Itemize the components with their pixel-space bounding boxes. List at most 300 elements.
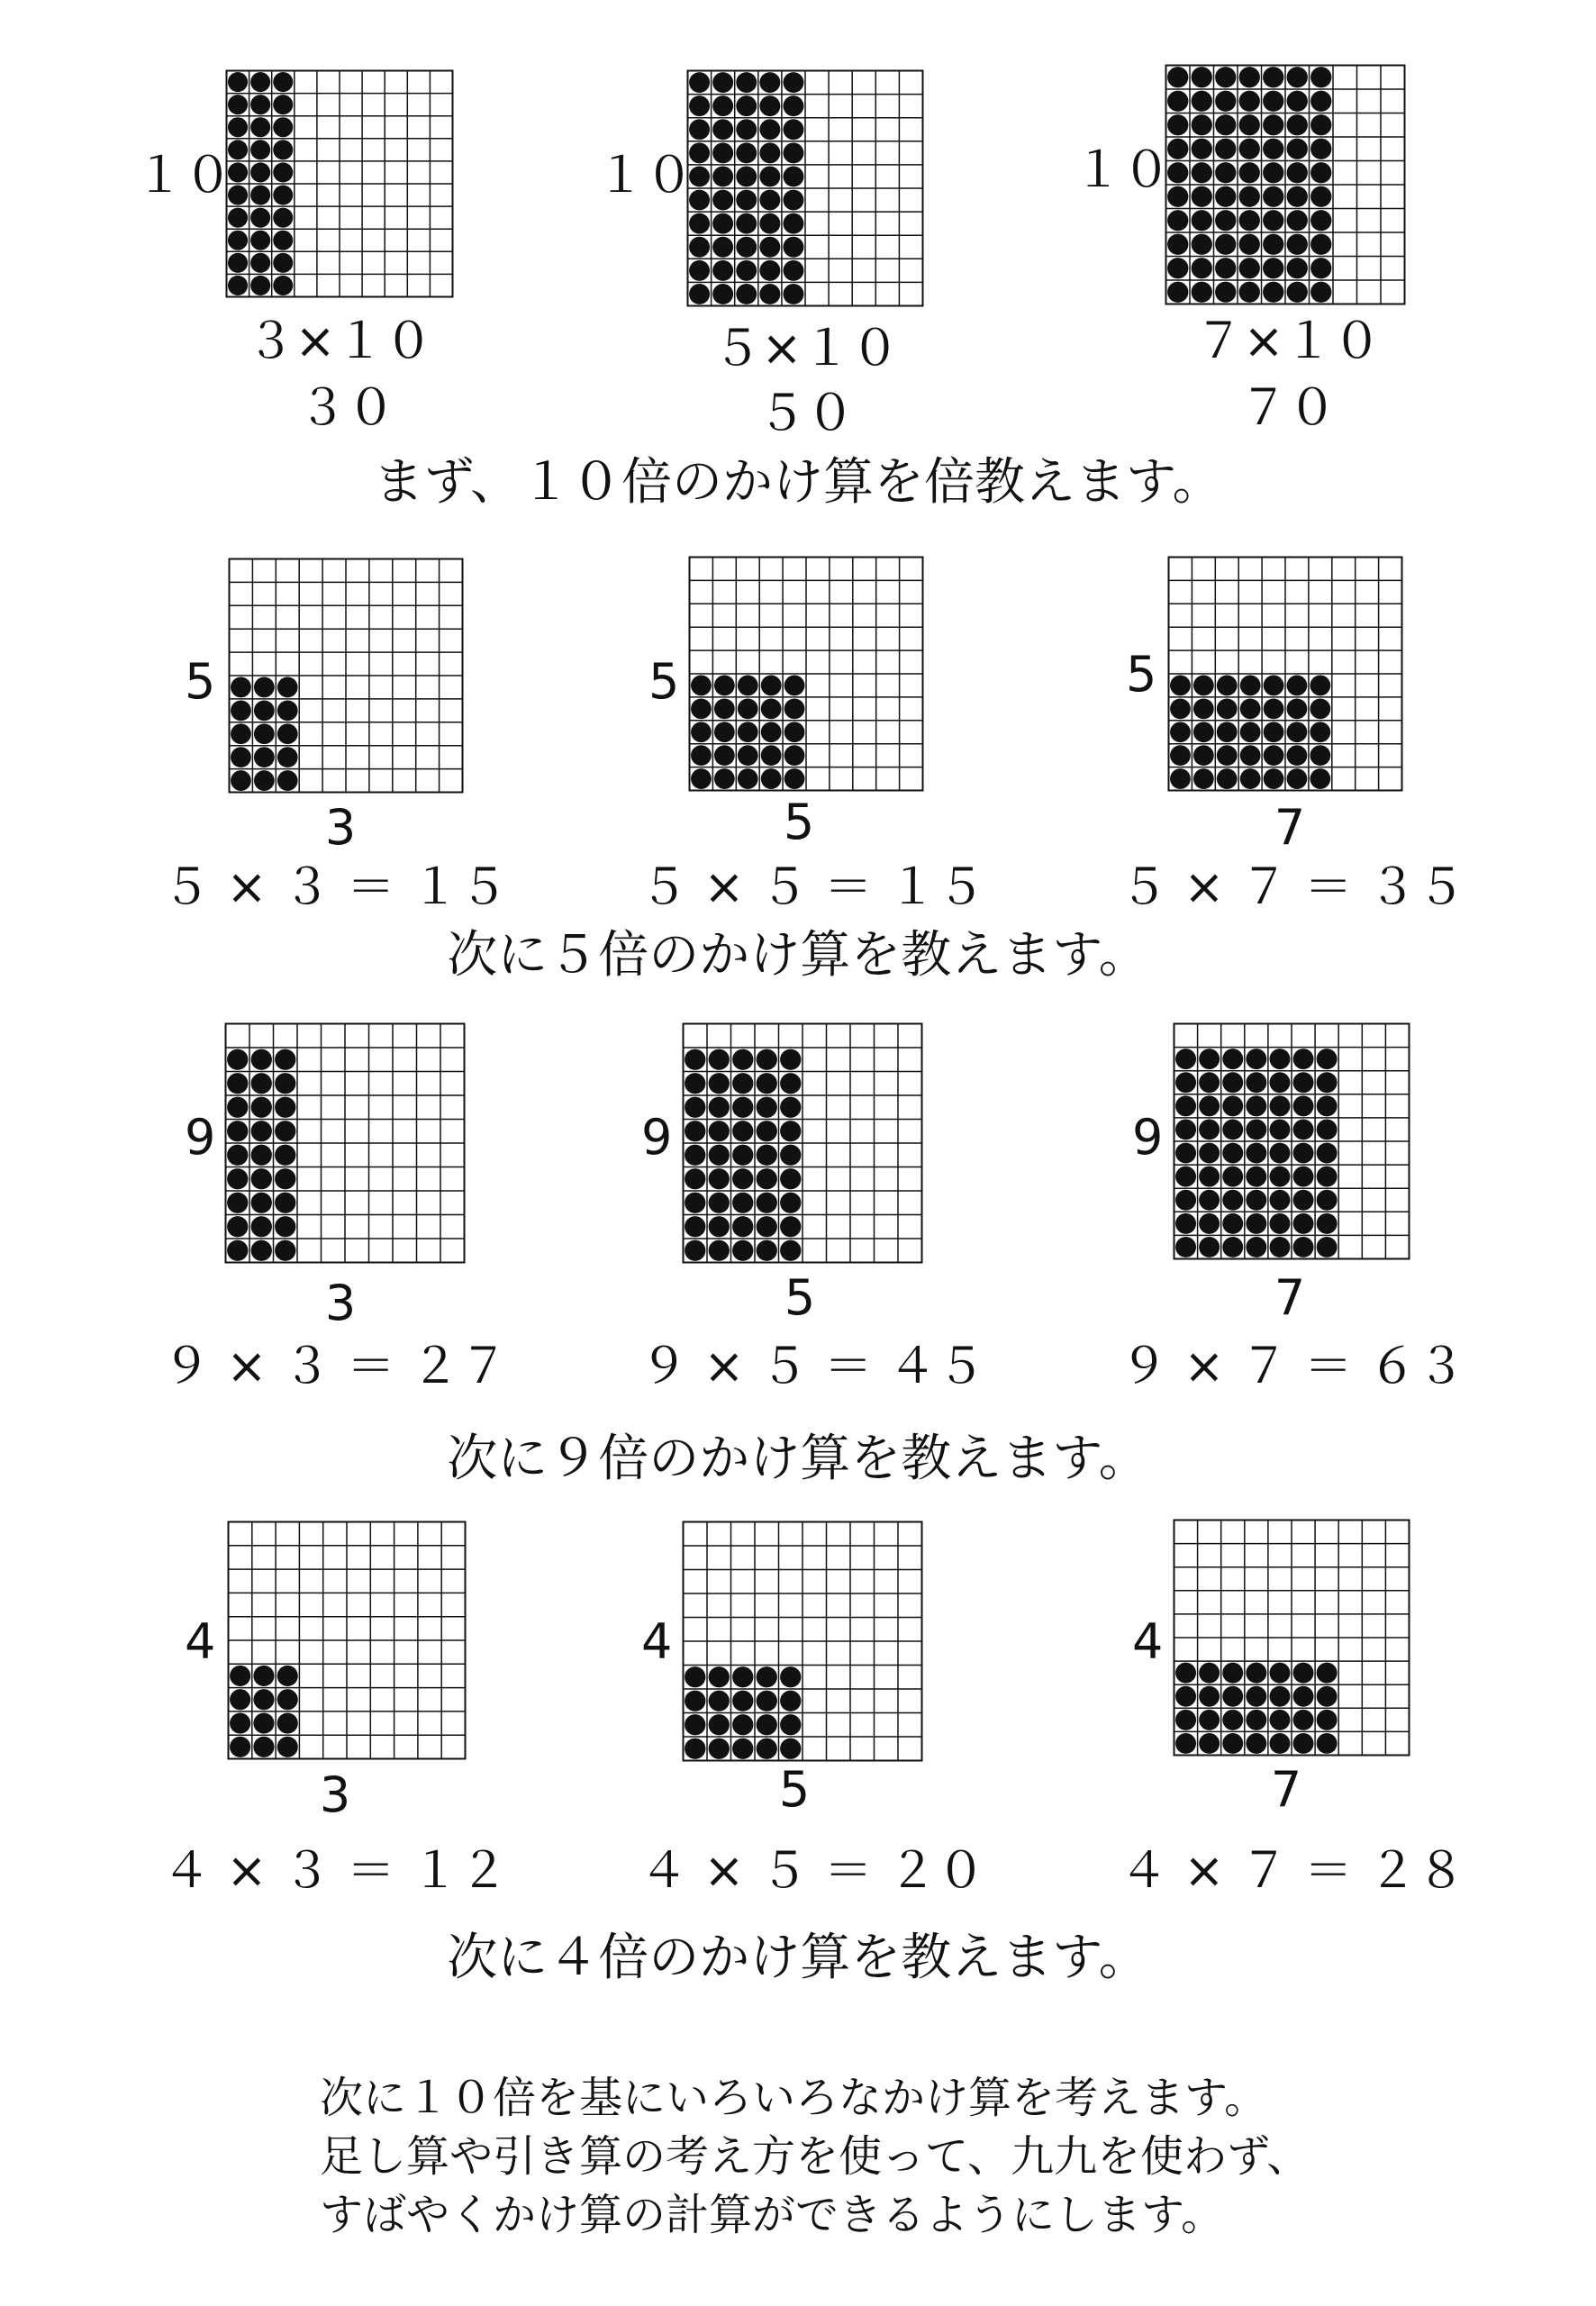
dot [714, 676, 735, 696]
dot [757, 1073, 777, 1094]
dot [1246, 1213, 1266, 1234]
result-label: ３０ [298, 379, 395, 436]
dot [757, 1193, 777, 1213]
dot [1215, 67, 1236, 87]
dot [251, 1049, 272, 1070]
dot-grid [682, 1022, 923, 1264]
dot [273, 231, 293, 250]
dot [273, 117, 293, 137]
dot [1287, 258, 1308, 278]
dot [1192, 162, 1212, 183]
dot [277, 700, 298, 721]
dot [1175, 1072, 1196, 1093]
dot [1287, 210, 1308, 231]
dot [1240, 722, 1261, 742]
dot [1263, 162, 1283, 183]
dot [1293, 1213, 1314, 1234]
result-label: ４ × ３ ＝ １２ [162, 1842, 508, 1899]
dot [759, 166, 780, 186]
dot [1240, 768, 1261, 789]
dot [1269, 1167, 1290, 1187]
section-caption: 次に９倍のかけ算を教えます。 [447, 1430, 1149, 1488]
dot [685, 1121, 705, 1141]
dot [780, 1049, 801, 1070]
dot [277, 1712, 298, 1733]
dot [1239, 186, 1260, 207]
dot [691, 768, 712, 789]
dot [231, 677, 251, 698]
dot [685, 1073, 705, 1094]
dot [273, 72, 293, 92]
dot [714, 722, 735, 742]
dot [1269, 1143, 1290, 1164]
dot [1293, 1663, 1314, 1684]
dot [1199, 1167, 1220, 1187]
dot [251, 1145, 272, 1166]
dot [1269, 1072, 1290, 1093]
dot [1317, 1213, 1338, 1234]
dot [1239, 258, 1260, 278]
dot [230, 1712, 250, 1733]
dot [759, 119, 780, 140]
dot [1269, 1049, 1290, 1069]
dot [250, 95, 270, 114]
dot [228, 208, 248, 228]
bottom-label: 5 [778, 1761, 811, 1818]
dot [759, 260, 780, 281]
bottom-label: ５×１０ [712, 320, 900, 377]
dot [1222, 1143, 1243, 1164]
dot [251, 1240, 272, 1261]
dot [783, 142, 803, 163]
dot [761, 745, 782, 766]
dot [254, 723, 275, 744]
dot [1310, 210, 1331, 231]
dot [250, 117, 270, 137]
side-label: 5 [1126, 646, 1157, 703]
dot [1310, 282, 1331, 303]
dot [1170, 768, 1191, 789]
dot [253, 1666, 274, 1686]
dot [228, 117, 248, 137]
dot [273, 162, 293, 182]
dot [736, 284, 757, 304]
side-label: １０ [135, 147, 232, 204]
dot [228, 276, 248, 295]
dot [685, 1145, 705, 1166]
dot [714, 745, 735, 766]
result-label: ５０ [757, 385, 855, 441]
dot [738, 722, 758, 742]
dot [1293, 1710, 1314, 1730]
dot [780, 1714, 801, 1735]
dot [1293, 1686, 1314, 1707]
dot [784, 745, 805, 766]
dot [1222, 1049, 1243, 1069]
dot [228, 231, 248, 250]
dot [1310, 186, 1331, 207]
dot [1246, 1095, 1266, 1116]
side-label: 4 [185, 1613, 216, 1670]
dot [685, 1691, 705, 1711]
dot [230, 1666, 250, 1686]
dot [250, 140, 270, 159]
dot [689, 284, 710, 304]
dot [783, 237, 803, 258]
dot [1269, 1190, 1290, 1211]
dot [780, 1193, 801, 1213]
dot [712, 166, 733, 186]
dot [1264, 698, 1284, 719]
dot [1246, 1143, 1266, 1164]
dot [1293, 1119, 1314, 1139]
dot [783, 95, 803, 116]
dot [709, 1145, 730, 1166]
dot [1193, 745, 1214, 766]
dot [254, 677, 275, 698]
dot [1246, 1663, 1266, 1684]
dot [251, 1193, 272, 1213]
dot [738, 768, 758, 789]
dot [227, 1193, 248, 1213]
dot [1317, 1190, 1338, 1211]
dot [275, 1121, 295, 1141]
dot [1317, 1119, 1338, 1139]
dot [757, 1168, 777, 1189]
dot [250, 208, 270, 228]
dot [709, 1121, 730, 1141]
result-label: ９ × ７ ＝ ６３ [1120, 1338, 1465, 1394]
dot [1293, 1167, 1314, 1187]
dot [273, 140, 293, 159]
dot [712, 284, 733, 304]
dot [1246, 1072, 1266, 1093]
dot [1317, 1237, 1338, 1257]
dot [759, 95, 780, 116]
dot [1199, 1237, 1220, 1257]
dot [1240, 698, 1261, 719]
dot [1192, 210, 1212, 231]
dot [277, 747, 298, 767]
dot [1310, 234, 1331, 255]
dot [275, 1049, 295, 1070]
dot [780, 1145, 801, 1166]
dot [1215, 282, 1236, 303]
dot [251, 1073, 272, 1094]
dot [1246, 1049, 1266, 1069]
dot [1192, 234, 1212, 255]
dot [780, 1691, 801, 1711]
dot [780, 1240, 801, 1261]
dot [1175, 1213, 1196, 1234]
bottom-label: 7 [1274, 799, 1306, 856]
dot [227, 1145, 248, 1166]
dot [1199, 1686, 1220, 1707]
dot [1293, 1072, 1314, 1093]
dot [709, 1193, 730, 1213]
result-label: ５ × ３ ＝ １５ [162, 858, 508, 915]
dot [1175, 1167, 1196, 1187]
dot [231, 770, 251, 791]
dot [1263, 67, 1283, 87]
dot [1192, 91, 1212, 112]
dot [709, 1216, 730, 1237]
dot [685, 1049, 705, 1070]
dot [275, 1216, 295, 1237]
result-label: ９ × ５ ＝ ４５ [639, 1338, 985, 1394]
dot [685, 1097, 705, 1118]
dot [1317, 1733, 1338, 1754]
dot [1317, 1710, 1338, 1730]
dot [757, 1049, 777, 1070]
dot [1193, 698, 1214, 719]
dot [709, 1049, 730, 1070]
dot [1310, 676, 1330, 696]
dot [1310, 768, 1330, 789]
dot-grid [227, 1521, 467, 1760]
dot [275, 1168, 295, 1189]
dot [1222, 1190, 1243, 1211]
dot [1167, 258, 1188, 278]
dot [732, 1168, 753, 1189]
dot [732, 1666, 753, 1687]
dot [732, 1073, 753, 1094]
dot [714, 698, 735, 719]
dot-grid [686, 69, 924, 307]
bottom-label: 3 [324, 1275, 357, 1331]
dot [732, 1240, 753, 1261]
dot [709, 1691, 730, 1711]
closing-line: 次に１０倍を基にいろいろなかけ算を考えます。 [320, 2073, 1268, 2123]
dot-grid [1167, 556, 1403, 792]
dot [1175, 1119, 1196, 1139]
dot [227, 1121, 248, 1141]
dot [709, 1739, 730, 1759]
bottom-label: 3 [319, 1766, 351, 1823]
dot [757, 1240, 777, 1261]
dot [1310, 722, 1330, 742]
dot [732, 1121, 753, 1141]
dot [1263, 114, 1283, 135]
dot [732, 1193, 753, 1213]
dot [227, 1240, 248, 1261]
dot [1293, 1143, 1314, 1164]
side-label: 4 [641, 1613, 673, 1670]
dot [1167, 114, 1188, 135]
dot [1222, 1095, 1243, 1116]
dot-grid [1173, 1519, 1410, 1757]
dot [1263, 234, 1283, 255]
result-label: ７０ [1239, 379, 1337, 436]
dot [1167, 67, 1188, 87]
dot [1222, 1213, 1243, 1234]
dot [251, 1097, 272, 1118]
dot [1269, 1733, 1290, 1754]
dot [1217, 676, 1238, 696]
dot [1287, 139, 1308, 159]
dot [1199, 1213, 1220, 1234]
side-label: １０ [1074, 141, 1171, 198]
dot [1310, 67, 1331, 87]
dot [709, 1168, 730, 1189]
dot [738, 676, 758, 696]
dot [691, 676, 712, 696]
dot [1317, 1095, 1338, 1116]
dot [780, 1168, 801, 1189]
dot [1167, 91, 1188, 112]
dot [275, 1073, 295, 1094]
dot [736, 213, 757, 234]
dot [732, 1714, 753, 1735]
dot [732, 1216, 753, 1237]
dot [254, 700, 275, 721]
dot [691, 745, 712, 766]
dot [780, 1739, 801, 1759]
dot [1170, 745, 1191, 766]
dot [759, 284, 780, 304]
dot [1222, 1072, 1243, 1093]
side-label: 9 [1132, 1109, 1164, 1166]
dot [1246, 1119, 1266, 1139]
dot [1246, 1686, 1266, 1707]
dot [1287, 722, 1308, 742]
dot [732, 1049, 753, 1070]
dot [1199, 1119, 1220, 1139]
dot [277, 677, 298, 698]
dot [1293, 1049, 1314, 1069]
dot [685, 1193, 705, 1213]
dot [780, 1073, 801, 1094]
dot [736, 260, 757, 281]
dot [736, 166, 757, 186]
dot [712, 260, 733, 281]
dot [1263, 210, 1283, 231]
dot [712, 142, 733, 163]
dot [1310, 745, 1330, 766]
dot [712, 190, 733, 211]
dot [253, 1689, 274, 1710]
dot [1175, 1733, 1196, 1754]
dot [1215, 186, 1236, 207]
dot [1287, 282, 1308, 303]
dot [250, 72, 270, 92]
dot [1310, 91, 1331, 112]
dot [1240, 745, 1261, 766]
dot [1317, 1167, 1338, 1187]
dot [1269, 1710, 1290, 1730]
dot [230, 1689, 250, 1710]
dot [1215, 114, 1236, 135]
dot [1222, 1710, 1243, 1730]
dot [712, 119, 733, 140]
dot [757, 1145, 777, 1166]
dot [1192, 258, 1212, 278]
dot [1192, 114, 1212, 135]
dot [761, 698, 782, 719]
dot [277, 1737, 298, 1757]
dot [1246, 1237, 1266, 1257]
bottom-label: ７×１０ [1194, 313, 1382, 369]
bottom-label: 5 [784, 1269, 816, 1326]
dot [783, 213, 803, 234]
dot [251, 1216, 272, 1237]
dot-grid [688, 556, 924, 792]
dot [1222, 1119, 1243, 1139]
dot [1293, 1733, 1314, 1754]
dot [1239, 282, 1260, 303]
dot [736, 237, 757, 258]
dot [251, 1168, 272, 1189]
dot [783, 190, 803, 211]
dot [709, 1240, 730, 1261]
dot [1217, 722, 1238, 742]
dot [273, 276, 293, 295]
dot [1293, 1190, 1314, 1211]
dot [1199, 1049, 1220, 1069]
dot [732, 1691, 753, 1711]
dot [685, 1666, 705, 1687]
dot [689, 72, 710, 93]
dot [253, 1712, 274, 1733]
result-label: ４ × ７ ＝ ２８ [1120, 1842, 1465, 1899]
dot [250, 186, 270, 205]
dot [275, 1145, 295, 1166]
dot [228, 95, 248, 114]
dot-grid [224, 1022, 466, 1264]
dot [1192, 67, 1212, 87]
dot [784, 698, 805, 719]
dot [273, 253, 293, 273]
dot [1287, 186, 1308, 207]
dot [759, 190, 780, 211]
dot [1175, 1143, 1196, 1164]
dot [1239, 139, 1260, 159]
dot [1215, 162, 1236, 183]
dot [1175, 1049, 1196, 1069]
dot [1287, 698, 1308, 719]
dot [251, 1121, 272, 1141]
dot [1263, 282, 1283, 303]
dot [275, 1240, 295, 1261]
dot [1263, 186, 1283, 207]
dot [757, 1216, 777, 1237]
dot [273, 95, 293, 114]
dot [1293, 1095, 1314, 1116]
dot [783, 260, 803, 281]
dot [709, 1666, 730, 1687]
side-label: 9 [641, 1109, 673, 1166]
dot [783, 284, 803, 304]
dot [1310, 162, 1331, 183]
dot [1199, 1710, 1220, 1730]
dot [1199, 1072, 1220, 1093]
closing-line: 足し算や引き算の考え方を使って、九九を使わず、 [320, 2131, 1310, 2182]
dot [712, 213, 733, 234]
dot [689, 95, 710, 116]
dot [1192, 186, 1212, 207]
dot [784, 722, 805, 742]
dot [1264, 722, 1284, 742]
dot [227, 1168, 248, 1189]
dot [1199, 1095, 1220, 1116]
dot [757, 1121, 777, 1141]
dot [712, 95, 733, 116]
dot [1310, 258, 1331, 278]
dot [759, 142, 780, 163]
dot [1317, 1663, 1338, 1684]
dot [689, 213, 710, 234]
dot [1317, 1049, 1338, 1069]
